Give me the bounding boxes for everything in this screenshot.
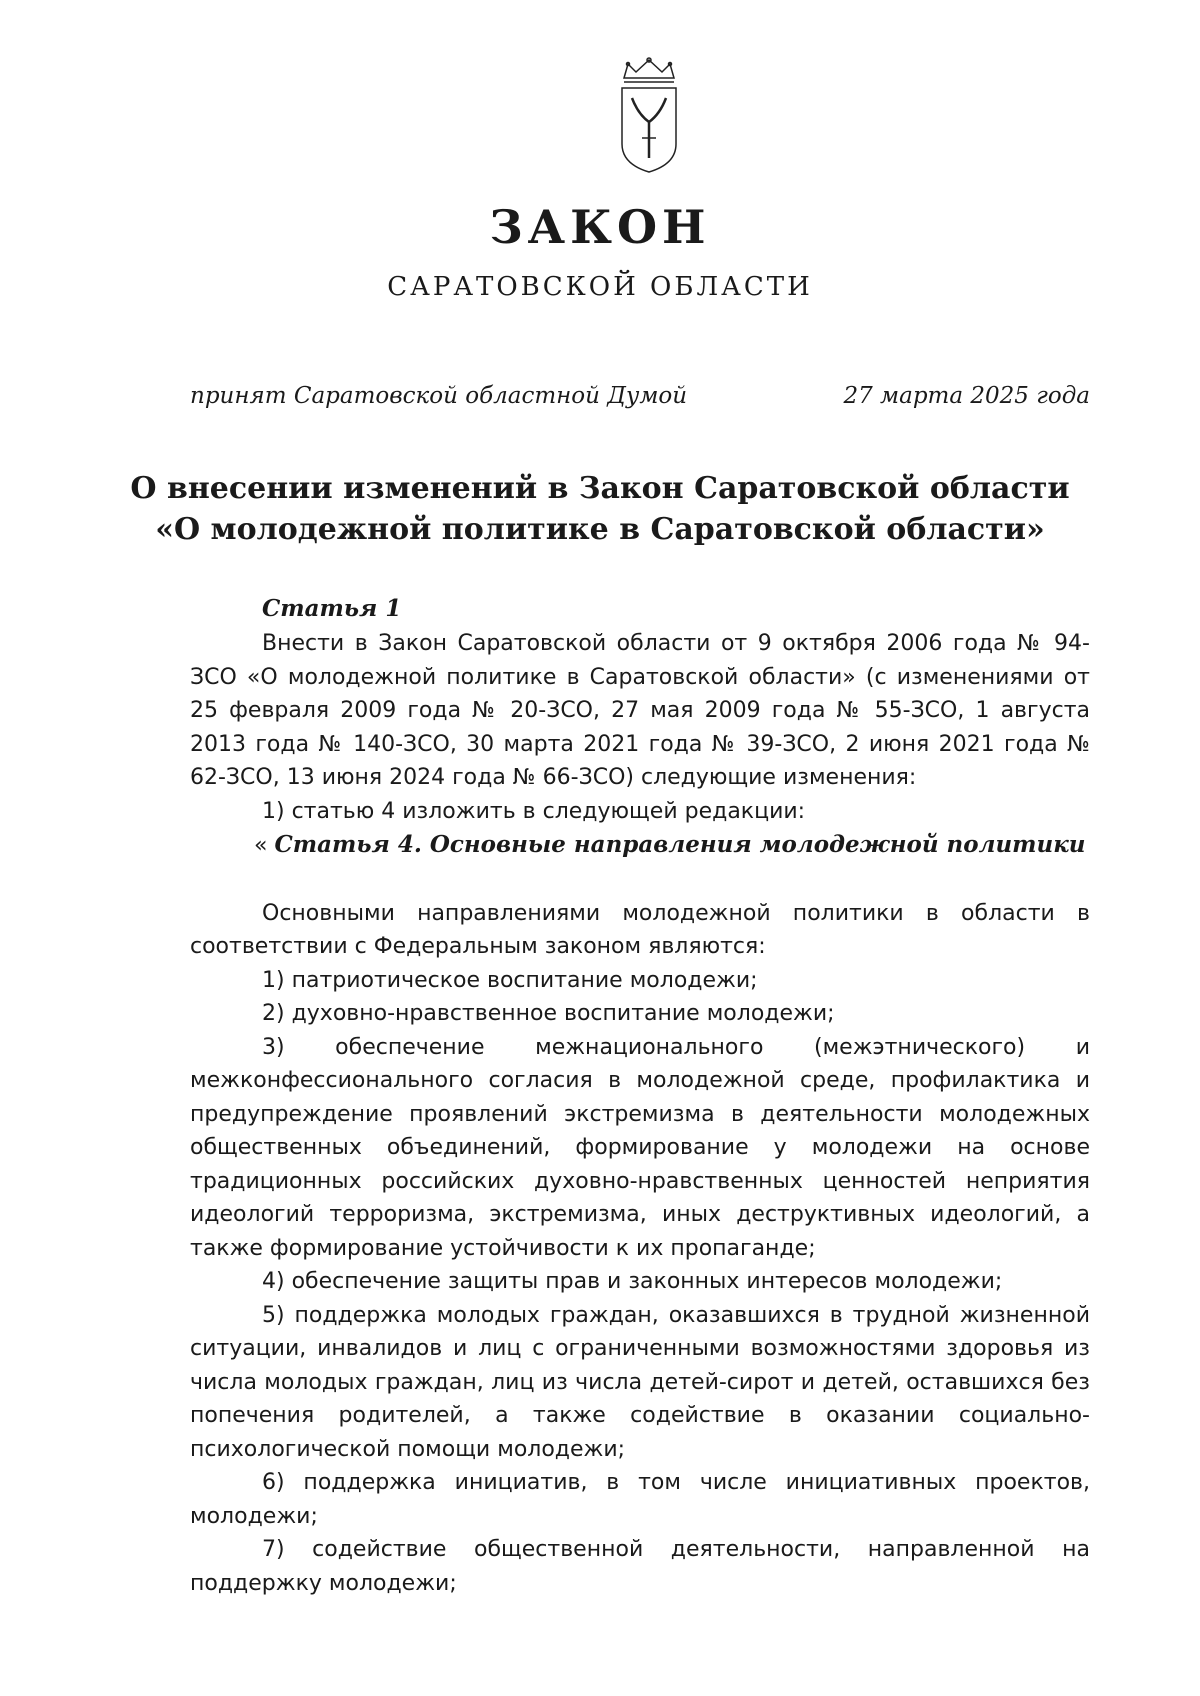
- paragraph: 1) статью 4 изложить в следующей редакции:: [262, 798, 806, 824]
- document-heading-line-1: О внесении изменений в Закон Саратовской области: [130, 471, 1070, 506]
- list-item: 6) поддержка инициатив, в том числе инициативных проектов, молодежи;: [190, 1470, 1090, 1529]
- list-item: 5) поддержка молодых граждан, оказавшихся в трудной жизненной ситуации, инвалидов и лиц с ограниченными возможностями здоровья из числа молодых граждан, лиц из числа детей-сирот и детей, оставшихся без попечения родителей, а также содействие в оказании социально-психологической помощи молодежи;: [190, 1302, 1090, 1462]
- list-item: 4) обеспечение защиты прав и законных интересов молодежи;: [262, 1269, 1003, 1294]
- adopted-date: 27 марта 2025 года: [843, 383, 1090, 409]
- adopted-by: принят Саратовской областной Думой: [190, 383, 688, 409]
- article-4-heading-text: Статья 4. Основные направления молодежной политики: [274, 831, 1086, 858]
- document-heading: [0, 468, 1200, 550]
- open-quote: «: [254, 833, 268, 858]
- article-1-label: Статья 1: [262, 595, 402, 622]
- coat-of-arms-emblem: [614, 56, 684, 176]
- document-body: [190, 627, 1090, 1600]
- paragraph: Основными направлениями молодежной политики в области в соответствии с Федеральным законом являются:: [190, 900, 1090, 959]
- paragraph: Внести в Закон Саратовской области от 9 октября 2006 года № 94-ЗСО «О молодежной политике в Саратовской области» (с изменениями от 25 февраля 2009 года № 20-ЗСО, 27 мая 2009 года № 55-ЗСО, 1 августа 2013 года № 140-ЗСО, 30 марта 2021 года № 39-ЗСО, 2 июня 2021 года № 62-ЗСО, 13 июня 2024 года № 66-ЗСО) следующие изменения:: [190, 631, 1090, 790]
- law-title: ЗАКОН: [489, 200, 711, 254]
- adoption-line: [190, 383, 1090, 409]
- list-item: 3) обеспечение межнационального (межэтнического) и межконфессионального согласия в молодежной среде, профилактика и предупреждение проявлений экстремизма в деятельности молодежных общественных объединений, формирование у молодежи на основе традиционных российских духовно-нравственных ценностей неприятия идеологий терроризма, экстремизма, иных деструктивных идеологий, а также формирование устойчивости к их пропаганде;: [190, 1034, 1090, 1261]
- list-item: 7) содействие общественной деятельности, направленной на поддержку молодежи;: [190, 1537, 1090, 1596]
- document-heading-line-2: «О молодежной политике в Саратовской области»: [155, 512, 1045, 547]
- list-item: 1) патриотическое воспитание молодежи;: [262, 967, 758, 993]
- law-region-subtitle: САРАТОВСКОЙ ОБЛАСТИ: [387, 272, 813, 302]
- list-item: 2) духовно-нравственное воспитание молодежи;: [262, 1001, 835, 1026]
- article-4-heading: [190, 828, 1090, 863]
